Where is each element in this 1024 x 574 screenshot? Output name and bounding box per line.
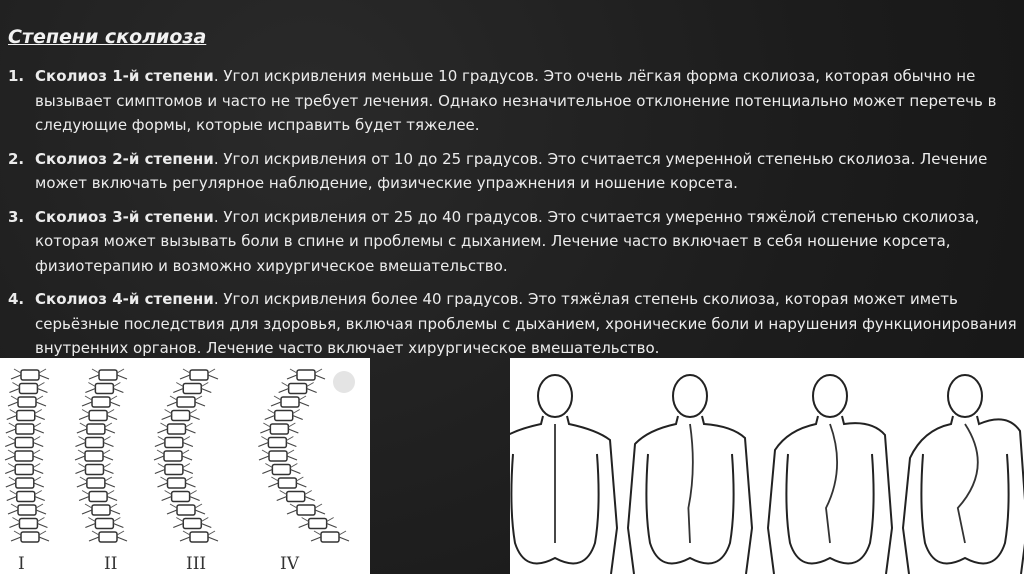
spine-label-3: III — [186, 554, 207, 574]
item-heading: Сколиоз 4-й степени — [35, 290, 214, 308]
slide-title: Степени сколиоза — [8, 26, 207, 48]
item-number: 2. — [8, 149, 25, 168]
body-figure-1 — [510, 375, 617, 574]
list-item — [8, 205, 1018, 279]
item-heading: Сколиоз 1-й степени — [35, 67, 214, 85]
item-body: . Угол искривления от 25 до 40 градусов. Это считается умеренно тяжёлой степенью сколиоза, которая может вызывать боли в спине и проблемы с дыханием. Лечение часто включает в себя ношение корсета, физиотерапию и возможно хирургическое вмешательство. — [35, 207, 980, 275]
posture-illustration — [510, 358, 1024, 574]
list-item — [8, 147, 1018, 196]
spine-illustration — [0, 358, 370, 574]
body-drawings — [510, 358, 1024, 574]
spine-4 — [258, 369, 349, 542]
spine-label-4: IV — [280, 554, 299, 574]
item-heading: Сколиоз 2-й степени — [35, 149, 214, 168]
degrees-list — [8, 64, 1018, 370]
item-body: . Угол искривления меньше 10 градусов. Это очень лёгкая форма сколиоза, которая обычно не вызывает симптомов и часто не требует лечения. Однако незначительное отклонение потенциально может перетечь в следующие формы, которые исправить будет тяжелее. — [35, 67, 997, 134]
list-item — [8, 287, 1018, 361]
body-figure-2 — [628, 375, 752, 574]
item-number: 4. — [8, 290, 25, 308]
item-text — [35, 287, 1018, 361]
spine-drawings — [0, 358, 370, 574]
spine-3 — [154, 369, 218, 542]
item-body: . Угол искривления более 40 градусов. Это тяжёлая степень сколиоза, которая может иметь серьёзные последствия для здоровья, включая проблемы с дыханием, хронические боли и нарушения функционирования внутренних органов. Лечение часто включает хирургическое вмешательство. — [35, 290, 1017, 357]
body-figure-4 — [903, 375, 1024, 574]
spine-1 — [5, 369, 49, 542]
list-item — [8, 64, 1018, 138]
body-figure-3 — [768, 375, 892, 574]
spine-2 — [75, 369, 127, 542]
corner-badge-icon — [333, 371, 355, 393]
item-text — [35, 64, 1018, 138]
item-number: 3. — [8, 207, 25, 226]
spine-label-2: II — [104, 554, 118, 574]
item-heading: Сколиоз 3-й степени — [35, 207, 214, 226]
item-number: 1. — [8, 67, 25, 85]
spine-label-1: I — [18, 554, 25, 574]
item-text — [35, 147, 1018, 196]
item-body: . Угол искривления от 10 до 25 градусов. Это считается умеренной степенью сколиоза. Лечение может включать регулярное наблюдение, физические упражнения и ношение корсета. — [35, 149, 988, 192]
item-text — [35, 205, 1018, 279]
